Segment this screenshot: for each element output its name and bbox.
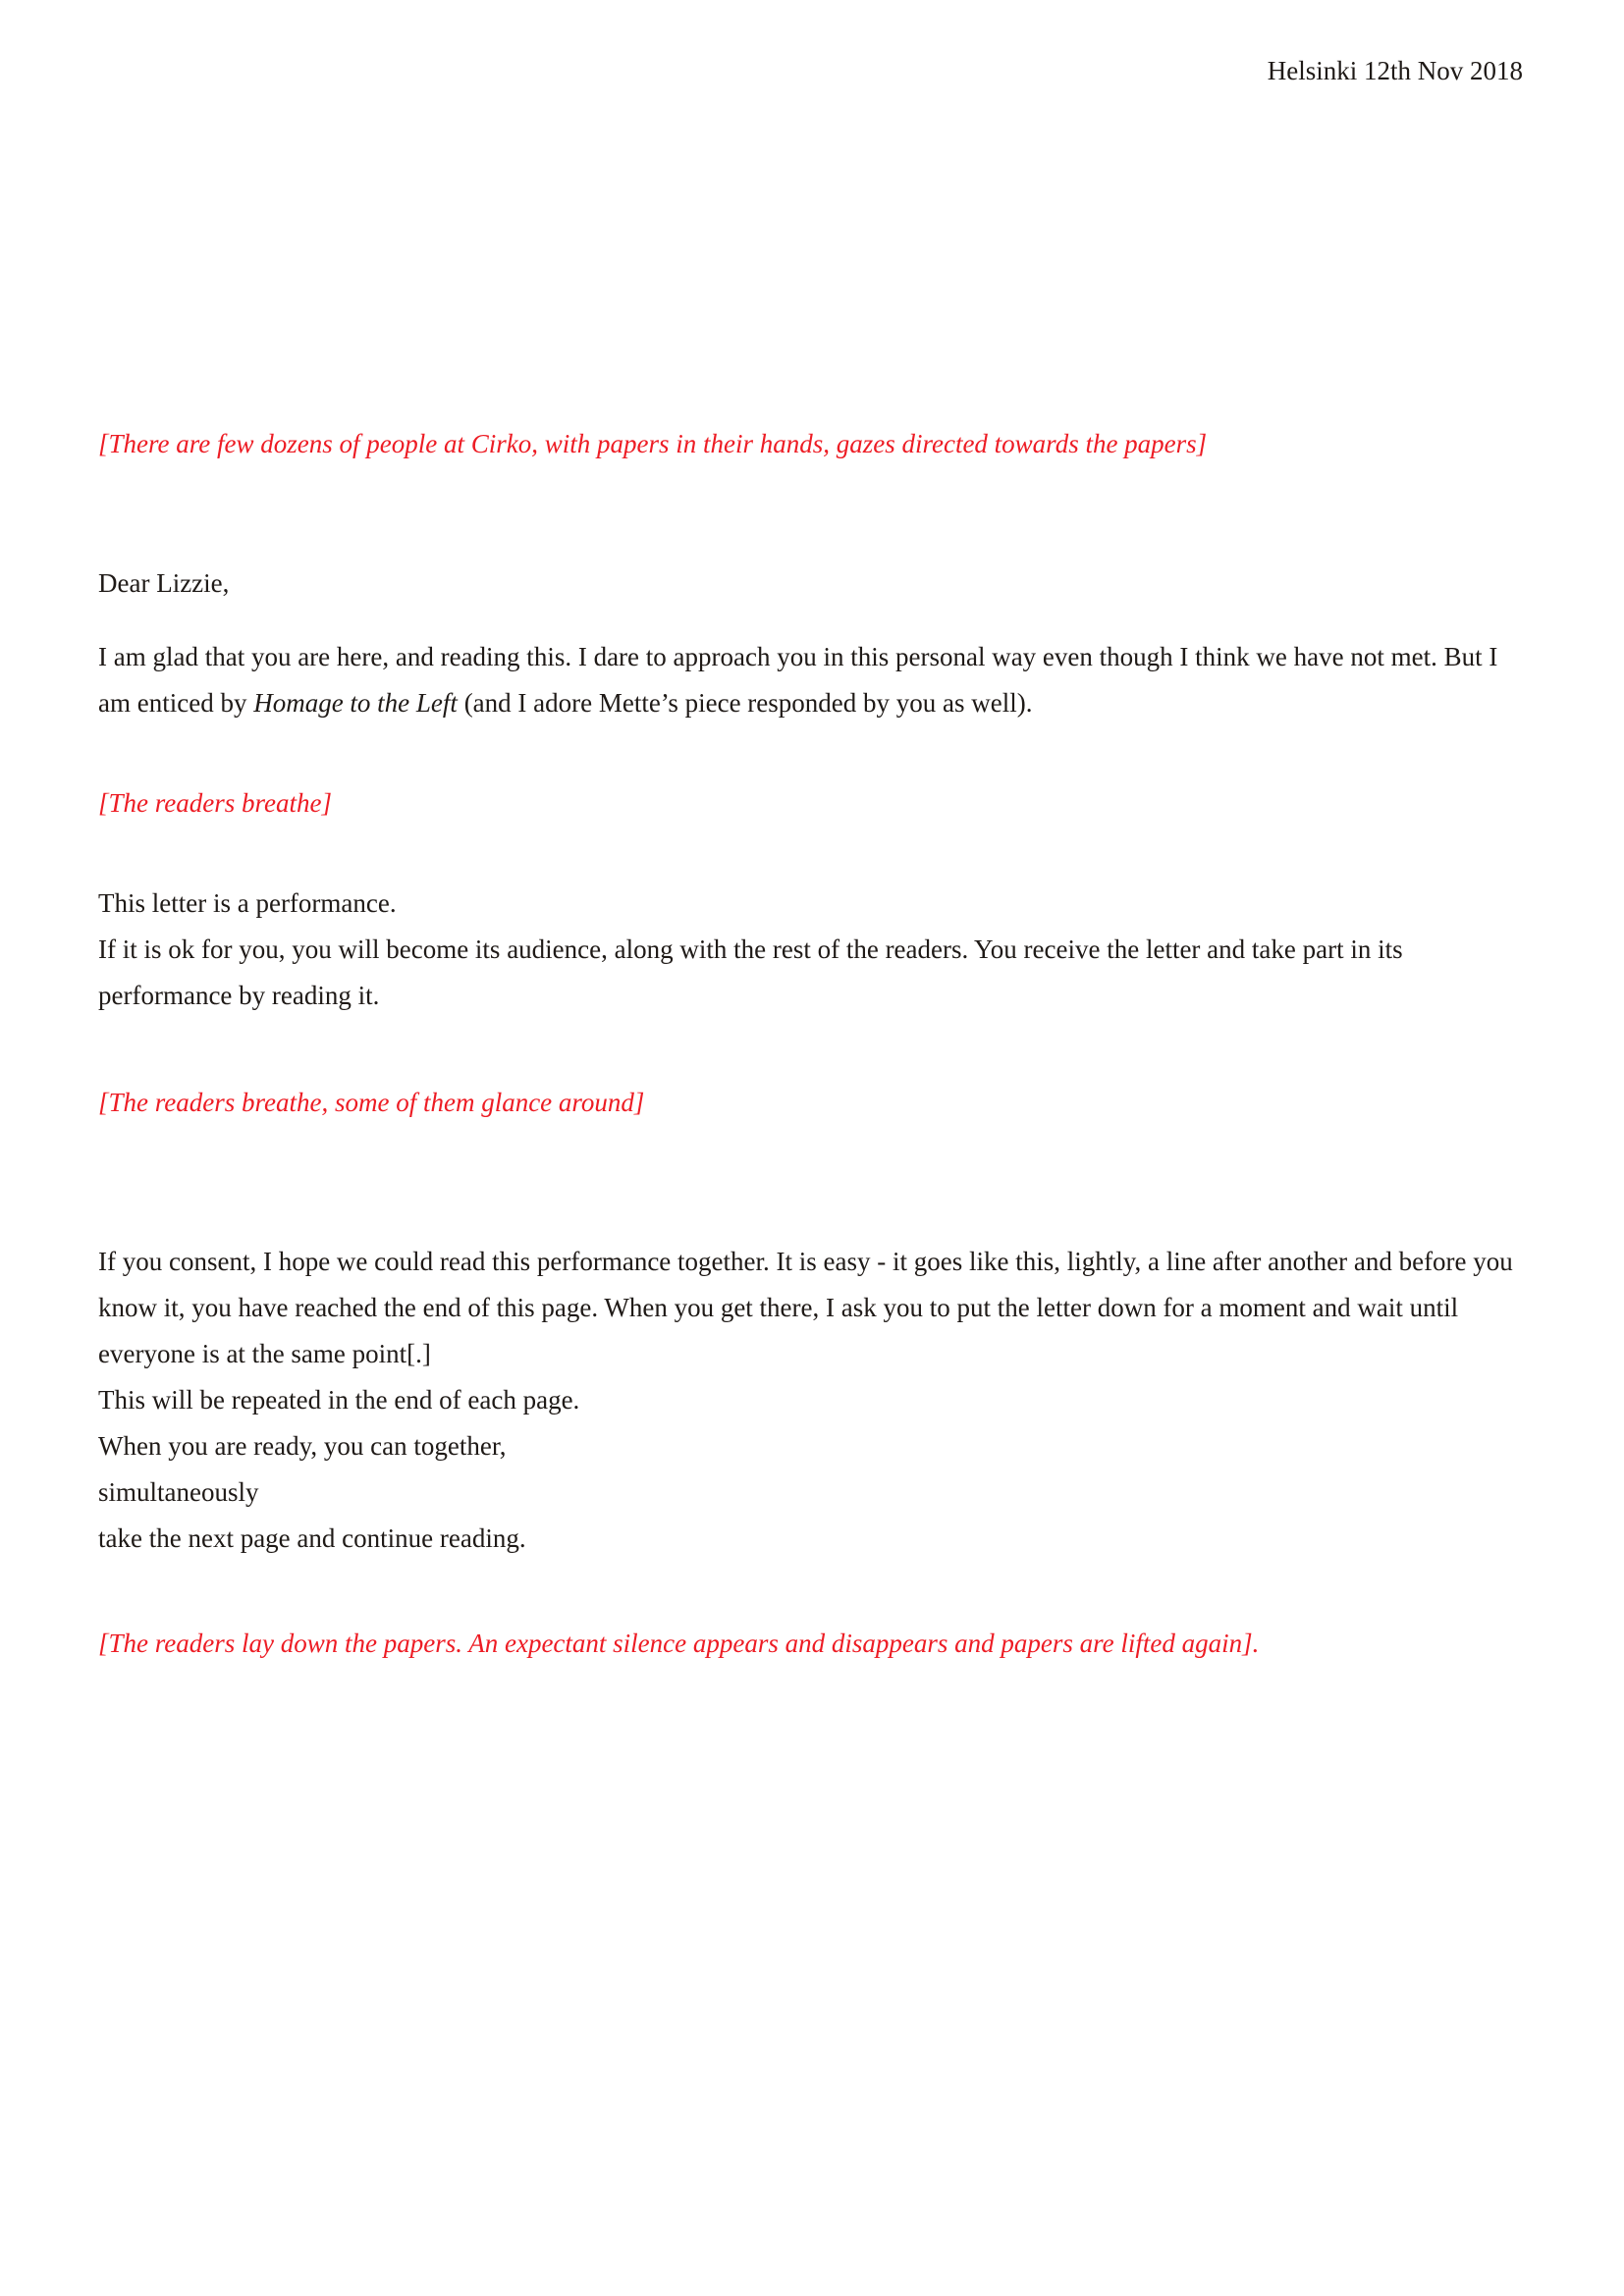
paragraph-3-line-5: take the next page and continue reading. (98, 1523, 526, 1553)
paragraph-2-rest: If it is ok for you, you will become its audience, along with the rest of the readers. You receive the letter and take part in its performance by reading it. (98, 934, 1403, 1010)
paragraph-2-line-1: This letter is a performance. (98, 888, 397, 918)
paragraph-3-line-3: When you are ready, you can together, (98, 1431, 507, 1461)
paragraph-3 (98, 1239, 1523, 1562)
stage-direction-1: [There are few dozens of people at Cirko, with papers in their hands, gazes directed towards the papers] (98, 429, 1208, 458)
paragraph-1-text-before: I am glad that you are here, and reading this. I dare to approach you in this personal way even though I think we have not met. But I am enticed by (98, 642, 1498, 718)
paragraph-1-work-title: Homage to the Left (253, 688, 458, 718)
date-line: Helsinki 12th Nov 2018 (1267, 56, 1523, 85)
stage-direction-3: [The readers breathe, some of them glance around] (98, 1088, 645, 1117)
paragraph-3-main: If you consent, I hope we could read this performance together. It is easy - it goes like this, lightly, a line after another and before you know it, you have reached the end of this page. When you get there, I ask you to put the letter down for a moment and wait until everyone is at the same point[.] (98, 1247, 1513, 1368)
stage-direction-2: [The readers breathe] (98, 788, 332, 818)
paragraph-3-line-4: simultaneously (98, 1477, 259, 1507)
paragraph-1-text-after: (and I adore Mette’s piece responded by you as well). (457, 688, 1033, 718)
paragraph-1 (98, 634, 1523, 726)
paragraph-2 (98, 881, 1523, 1019)
salutation: Dear Lizzie, (98, 568, 230, 598)
paragraph-3-line-2: This will be repeated in the end of each page. (98, 1385, 580, 1415)
stage-direction-4: [The readers lay down the papers. An expectant silence appears and disappears and papers are lifted again]. (98, 1629, 1260, 1658)
